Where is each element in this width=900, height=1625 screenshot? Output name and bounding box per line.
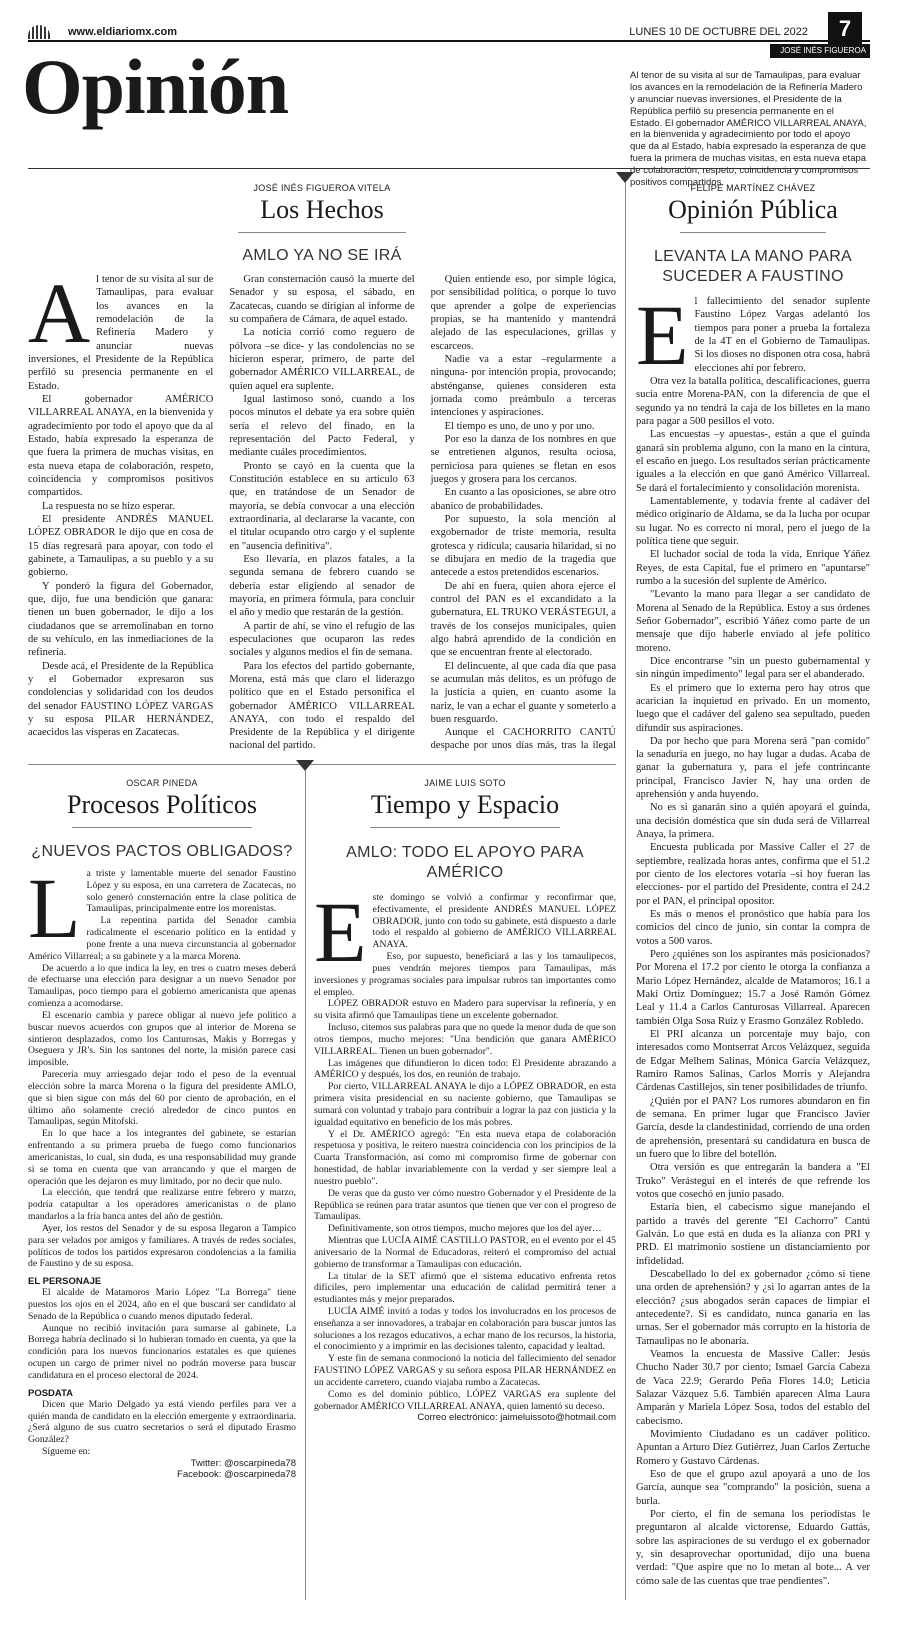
publica-paragraph: Por cierto, el fin de semana los periodistas le preguntaron al alcalde victorense, Eduardo Gattás, sobre las aspiraciones de su verdugo el ex gobernador y, sin desaprovechar oportunidad, dijo una buena verdad: "Que aspire que no lo metan al bote... A ver cómo sale de las cuentas que trae pendientes". xyxy=(636,1508,870,1587)
procesos-paragraph: De acuerdo a lo que indica la ley, en tres o cuatro meses deberá de efectuarse una elección para designar a un nuevo Senador por Tamaulipas, poco tiempo para el gobierno americanista que apenas comienza a acomodarse. xyxy=(28,962,296,1010)
header-intro: Al tenor de su visita al sur de Tamaulipas, para evaluar los avances en la remodelación de la Refinería Madero y anunciar nuevas inversiones, el Presidente de la República perfiló su presencia permanente en el Estado. El gobernador AMÉRICO VILLARREAL ANAYA, en la bienvenida y agradecimiento por todo el apoyo que da al Estado, había expresado la esperanza de que fuera la primera de muchas visitas, en esta nueva etapa de colaboración, respeto, coincidencia y compromisos positivos compartidos. xyxy=(630,70,867,188)
hechos-paragraph: El tiempo es uno, de uno y por uno. xyxy=(444,420,595,432)
tiempo-title-rule xyxy=(370,827,560,828)
publica-paragraph: Pero ¿quiénes son los aspirantes más posicionados? Por Morena el 17.2 por ciento le otorga la confianza a Mario López Hernández, alcalde de Matamoros; 16.1 a Maki Ortiz Domínguez; 15.7 a José Ramón Gómez Leal y 11.4 a Carlos Canturosas Villarreal. Aparecen también Olga Sosa Ruiz y Erasmo González Robledo. xyxy=(636,949,870,1027)
hechos-paragraph: Desde acá, el Presidente de la República y el Gobernador expresaron sus condolencias y solidaridad con los deudos del senador FAUSTINO LÓPEZ VARGAS y su esposa PILAR HERNÁNDEZ, acaecidos las vísperas en Zacatecas. xyxy=(28,660,214,739)
hechos-paragraph: El gobernador AMÉRICO VILLARREAL ANAYA, en la bienvenida y agradecimiento por todo el apoyo que da al Estado, había expresado la esperanza de que fuera la primera de muchas visitas, en esta nueva etapa de colaboración, respeto, coincidencia y compromisos positivos compartidos. xyxy=(28,393,214,499)
publica-paragraph: El PRI alcanza un porcentaje muy bajo, con interesados como Montserrat Arcos Velázquez, seguida de Edgar Melhem Salinas, Mónica García Velázquez, Ramiro Ramos Salinas, Carlos Morris y Alejandra Cárdenas Castillejos, sin tener posibilidades de triunfo. xyxy=(636,1029,870,1094)
tiempo-paragraph: Como es del dominio público, LÓPEZ VARGAS era suplente del gobernador AMÉRICO VILLARREAL ANAYA, quien lamentó su deceso. xyxy=(314,1388,616,1412)
tiempo-paragraph: Incluso, citemos sus palabras para que no quede la menor duda de que son otros tiempos, mucho mejores: "Una bendición que ganara AMÉRICO VILLARREAL. Tienen un buen gobernador". xyxy=(314,1022,616,1057)
posdata-label: POSDATA xyxy=(28,1387,74,1399)
tiempo-paragraph: Y el Dr. AMÉRICO agregó: "En esta nueva etapa de colaboración respetuosa y positiva, le reitero nuestra coincidencia con los principios de la Cuarta Transformación, así como mi compromiso firme de gobernar con honestidad, de hablar invariablemente con la verdad y ser siempre leal a nuestro pueblo". xyxy=(314,1128,616,1187)
posdata-paragraph: Dicen que Mario Delgado ya está viendo perfiles para ver a quién manda de candidato en la elección emergente y extraordinaria. ¿Será alguno de sus cuatro secretarios o será el diputado Erasmo González? xyxy=(28,1398,296,1446)
hechos-paragraph: Eso llevaría, en plazos fatales, a la segunda semana de febrero cuando se debería estar eligiendo al senador de mayoría, en primera fórmula, para concluir el año y medio que restarán de la gestión. xyxy=(229,553,415,619)
hechos-paragraph: Por supuesto, la sola mención al exgobernador de triste memoria, resulta grotesca y ridícula; causaría hilaridad, si no se dibujara en medio de la tragedia que antecede a estos pretendidos escenarios. xyxy=(430,513,616,579)
tiempo-paragraph: De veras que da gusto ver cómo nuestro Gobernador y el Presidente de la República se reúnen para tratar asuntos que tienen que ver con el progreso de Tamaulipas. xyxy=(314,1187,616,1223)
publica-paragraph: Encuesta publicada por Massive Caller el 27 de septiembre, realizada horas antes, confirma que el 51.2 por ciento de los electores votaría –si hoy fueran las elecciones- por el partido del Presidente, contra el 24.2 por el PAN, el principal opositor. xyxy=(636,842,870,907)
right-column-divider xyxy=(625,175,626,1600)
publica-paragraph: Descabellado lo del ex gobernador ¿cómo si tiene una orden de aprehensión? y ¿si lo agarran antes de la elección? ¿sus abogados serán capaces de limpiar el antecedente?. Si es candidato, nunca ganaría en las urnas. Ser el gobernador más corrupto en la historia de Tamaulipas no le abonaría. xyxy=(636,1268,870,1347)
tiempo-article-body xyxy=(314,892,616,1598)
hechos-drop-cap: A xyxy=(28,273,91,361)
tiempo-paragraph: Mientras que LUCÍA AIMÉ CASTILLO PASTOR, en el evento por el 45 aniversario de la Normal de Educadoras, reiteró el compromiso del actual gobierno de transformar a Tamaulipas con educación. xyxy=(314,1235,616,1270)
publica-paragraph: Las encuestas –y apuestas-, están a que el guinda ganará sin problema alguno, con la mano en la cintura, el escaño en juego. Los resultados serían prácticamente iguales a la elección en que ganó Américo Villarreal. Se dará el fortalecimiento y consolidación morenista. xyxy=(636,429,870,494)
issue-date: LUNES 10 DE OCTUBRE DEL 2022 xyxy=(629,26,808,38)
hechos-paragraph: Por eso la danza de los nombres en que se entretienen algunos, resulta ociosa, perniciosa para quienes se fletan en esos juegos y grosera para los cercanos. xyxy=(430,433,616,485)
publica-paragraph: Dice encontrarse "sin un puesto gubernamental y sin ningún impedimento" legal para ser el abanderado. xyxy=(636,655,870,681)
publica-title: Opinión Pública xyxy=(668,195,838,224)
publica-paragraph: Lamentablemente, y todavía frente al cadáver del médico originario de Aldama, se da la lucha por ocupar su lugar. No es correcto ni moral, pero el juego de la política tiene que seguir. xyxy=(636,495,870,547)
hechos-title: Los Hechos xyxy=(260,195,384,224)
procesos-subtitle: ¿NUEVOS PACTOS OBLIGADOS? xyxy=(31,843,293,860)
posdata-paragraph: Sígueme en: xyxy=(42,1446,91,1458)
publica-paragraph: ¿Quién por el PAN? Los rumores abundaron en fin de semana. En primer lugar que Francisco Javier García, desde la clandestinidad, corriendo de una orden de aprehensión, presentará su candidatura en busca de un fuero que lo libre del botellón. xyxy=(636,1095,870,1160)
publica-lead-paragraph xyxy=(636,295,870,383)
publica-paragraph: Otra versión es que entregarán la bandera a "El Truko" Verástegui en el interés de que refrende los votos que cosechó en junio pasado. xyxy=(636,1162,870,1200)
section-title: Opinión xyxy=(22,43,289,130)
publica-title-rule xyxy=(680,232,826,233)
middle-column-divider xyxy=(305,770,306,1600)
publica-paragraph: Movimiento Ciudadano es un cadáver político. Apuntan a Arturo Díez Gutiérrez, Juan Carlos Zertuche Romero y Gustavo Cárdenas. xyxy=(636,1428,870,1467)
facebook-handle[interactable]: Facebook: @oscarpineda78 xyxy=(177,1468,296,1480)
twitter-handle[interactable]: Twitter: @oscarpineda78 xyxy=(190,1457,296,1469)
hechos-paragraph: El presidente ANDRÉS MANUEL LÓPEZ OBRADOR le dijo que en cosa de 15 días regresará para apoyar, con todo el gabinete, a Tamaulipas, a su pueblo y a su gobierno. xyxy=(28,513,214,579)
mid-divider xyxy=(28,764,616,765)
site-url[interactable]: www.eldiariomx.com xyxy=(68,26,178,38)
divider-arrow-icon xyxy=(616,172,634,183)
hechos-paragraph: Igual lastimoso sonó, cuando a los pocos minutos el debate ya era sobre quién sería el relevo del finado, en la representación del Pacto Federal, y mediante cuáles procedimientos. xyxy=(229,393,415,459)
tiempo-title: Tiempo y Espacio xyxy=(370,790,560,819)
publica-paragraph: Eso de que el grupo azul apoyará a uno de los García, aunque sea "comprando" la posición, suena a burla. xyxy=(636,1468,870,1507)
hechos-lead-paragraph xyxy=(28,273,213,393)
publica-article-body xyxy=(636,295,870,1605)
hechos-author: JOSÉ INÉS FIGUEROA VITELA xyxy=(253,183,391,193)
procesos-paragraph: La elección, que tendrá que realizarse entre febrero y marzo, podría catapultar a los operadores americanistas o de plano mandarlos a la fría banca antes del año de gestión. xyxy=(28,1187,296,1223)
publica-paragraph: Estaría bien, el cabecismo sigue manejando el partido a través del gerente "El Cachorro" Cantú Galván. Lo que está en duda es la alianza con PRI y PRD. El matrimonio sostiene un distanciamiento por infidelidad. xyxy=(636,1202,870,1267)
personaje-paragraph: Aunque no recibió invitación para sumarse al gabinete, La Borrega habría declinado si lo hubieran tomado en cuenta, ya que la condición para los nuevos funcionarios estatales es que quienes ocupen un cargo de primer nivel no podrán moverse para buscar candidatura en el proceso electoral de 2024. xyxy=(28,1322,296,1381)
procesos-paragraph: Parecería muy arriesgado dejar todo el peso de la eventual elección sobre la marca Morena o la figura del presidente AMLO, que si bien sigue con más del 60 por ciento de aprobación, en el último año solamente creció alrededor de cinco puntos en Tamaulipas, según Mitofski. xyxy=(28,1069,296,1128)
procesos-title-rule xyxy=(72,827,252,828)
tiempo-paragraph: Eso, por supuesto, beneficiará a las y los tamaulipecos, pues vendrán mejores tiempos para Tamaulipas, más inversiones y programas sociales para impulsar rubros tan importantes como el empleo. xyxy=(314,951,616,998)
tiempo-lead-text: ste domingo se volvió a confirmar y reconfirmar que, efectivamente, el presidente ANDRÉS MANUEL LÓPEZ OBRADOR, junto con todo su gabinete, está dispuesto a darle todo el respaldo al gobierno de AMÉRICO VILLARREAL ANAYA. xyxy=(372,892,616,951)
hechos-paragraph: De ahí en fuera, quien ahora ejerce el control del PAN es el excandidato a la gubernatura, EL TRUKO VERÁSTEGUI, a través de los consejos municipales, quien algo habrá aprendido de la condición en que se encuentran frente al electorado. xyxy=(430,580,616,659)
hechos-paragraph: Nadie va a estar –regularmente a ninguna- por intención propia, provocando; absténganse, quienes consideren esta jornada como preámbulo a terceras intenciones y aspiraciones. xyxy=(430,353,616,419)
hechos-title-rule xyxy=(238,232,406,233)
hechos-lead-text: l tenor de su visita al sur de Tamaulipas, para evaluar los avances en la remodelación de la Refinería Madero y anunciar nuevas inversiones, el Presidente de la República perfiló su presencia permanente en el Estado. xyxy=(28,274,214,392)
publica-paragraph: "Levanto la mano para llegar a ser candidato de Morena al Senado de la República. Estoy a sus órdenes Señor Gobernador", escribió Yáñez como parte de un mensaje que dijo haberle enviado al jefe político moreno. xyxy=(636,589,870,654)
publica-subtitle: LEVANTA LA MANO PARA SUCEDER A FAUSTINO xyxy=(653,248,853,285)
hechos-paragraph: La noticia corrió como reguero de pólvora –se dice- y las condolencias no se hicieron esperar, primero, de parte del gobernador AMÉRICO VILLARREAL, de quien aquel era suplente. xyxy=(229,327,415,392)
procesos-paragraph: La repentina partida del Senador cambia radicalmente el escenario político en la entidad y pone frente a una nueva circunstancia al gobernador Américo Villarreal; a su gabinete y a la marca Morena. xyxy=(28,915,296,962)
page-number: 7 xyxy=(828,12,862,46)
publica-lead-text: l fallecimiento del senador suplente Faustino López Vargas adelantó los tiempos para poner a prueba la fortaleza de la 4T en el Gobierno de Tamaulipas. Si los dioses no disponen otra cosa, habrá elecciones ahí por febrero. xyxy=(694,296,870,374)
tiempo-author: JAIME LUIS SOTO xyxy=(424,778,506,788)
personaje-label: EL PERSONAJE xyxy=(28,1276,102,1288)
header-byline: JOSÉ INÉS FIGUEROA VITELA xyxy=(770,44,870,58)
hechos-paragraph: Gran consternación causó la muerte del Senador y su esposa, el sábado, en Zacatecas, cuando se dirigían al informe de su compañera de Cámara, de aquel estado. xyxy=(229,274,415,325)
tiempo-drop-cap: E xyxy=(314,892,367,980)
hechos-paragraph: Y ponderó la figura del Gobernador, que, dijo, fue una bendición que ganara: tienen un buen gobernador, le dijo a los ciudadanos que se arremolinaban en torno de su vehículo, en las inmediaciones de la refinería. xyxy=(28,580,214,659)
newspaper-logo-icon xyxy=(28,25,50,39)
hechos-paragraph: Quien entiende eso, por simple lógica, por sensibilidad política, o porque lo tuvo que aprender a golpe de experiencias propias, se ha mantenido y mantendrá alejado de las especulaciones, grillas y escarceos. xyxy=(430,274,616,352)
publica-paragraph: Es más o menos el pronóstico que había para los comicios del cinco de junio, sin contar la compra de votos a 500 varos. xyxy=(636,909,870,947)
procesos-article-body xyxy=(28,868,296,1598)
hechos-article-body xyxy=(28,273,616,757)
procesos-title: Procesos Políticos xyxy=(67,790,257,819)
hechos-paragraph: A partir de ahí, se vino el refugio de las especulaciones que ocuparon las redes sociales y algunos medios el fin de semana. xyxy=(229,620,415,659)
procesos-lead-text: a triste y lamentable muerte del senador Faustino López y su esposa, en una carretera de Zacatecas, no solo generó consternación entre la clase política de Tamaulipas, principalmente entre los morenistas. xyxy=(86,868,296,915)
hechos-paragraph: El delincuente, al que cada día que pasa se acumulan más delitos, es un prófugo de la justicia a quien, en cuanto asome la nariz, le van a echar el guante y someterlo a buen resguardo. xyxy=(430,660,616,725)
hechos-paragraph: En cuanto a las oposiciones, se abre otro abanico de probabilidades. xyxy=(430,487,616,512)
publica-paragraph: Es el primero que lo externa pero hay otros que acarician la inquietud en privado. En un momento, luego que el cadáver del galeno sea sepultado, pueden difundir sus aspiraciones. xyxy=(636,682,870,734)
hechos-paragraph: Pronto se cayó en la cuenta que la Constitución establece en su artículo 63 que, en tratándose de un Senador de mayoría, se debía convocar a una elección extraordinaria, al declararse la vacante, con el titular ocupando otro cargo y el suplente en "ausencia definitiva". xyxy=(229,460,415,552)
tiempo-subtitle: AMLO: TODO EL APOYO PARA AMÉRICO xyxy=(346,844,584,881)
tiempo-paragraph: La titular de la SET afirmó que el sistema educativo enfrenta retos difíciles, pero implementar una educación de calidad permitirá tener a estudiantes más y mejor preparados. xyxy=(314,1270,616,1306)
publica-paragraph: Otra vez la batalla política, descalificaciones, guerra sucia entre Morena-PAN, con la diferencia de que el segundo ya no tendrá la caja de los billetes en la mano para pagar a 500 pesillos el voto. xyxy=(636,375,870,427)
tiempo-paragraph: Definitivamente, son otros tiempos, mucho mejores que los del ayer… xyxy=(328,1223,602,1235)
tiempo-paragraph: Por cierto, VILLARREAL ANAYA le dijo a LÓPEZ OBRADOR, en esta primera visita presidencial en su naciente gobierno, que Tamaulipas se sumará con voluntad y trabajo para contribuir a lograr la paz con justicia y la igualdad equitativo en beneficio de los más pobres. xyxy=(314,1081,616,1128)
hechos-paragraph: Aunque el CACHORRITO CANTÚ despache por unos días más, tras la ilegal xyxy=(430,727,616,752)
email-address[interactable]: Correo electrónico: jaimeluissoto@hotmail.com xyxy=(417,1412,616,1424)
publica-paragraph: El luchador social de toda la vida, Enrique Yáñez Reyes, de esta Capital, fue el primero en "apuntarse" rumbo a la sucesión del suplente de Américo. xyxy=(636,549,870,587)
publica-paragraph: Da por hecho que para Morena será "pan comido" la senaduría en juego, no hay lugar a dudas. Acaba de ganar la gubernatura y, para el jefe contrincante principal, Francisco Javier N, hay una orden de aprehensión y anda huyendo. xyxy=(636,735,870,801)
procesos-paragraph: El escenario cambia y parece obligar al nuevo jefe político a buscar nuevos acuerdos con grupos que al interior de Morena se sintieron desplazados, como los Canturosas, Makis y Borregas y Oseguera y JR's. Sin los santones del norte, la misión parece casi imposible. xyxy=(28,1009,296,1069)
procesos-author: OSCAR PINEDA xyxy=(126,778,198,788)
personaje-paragraph: El alcalde de Matamoros Mario López "La Borrega" tiene puestos los ojos en el 2024, año en el que buscará ser candidato al Senado de la República o cuando menos diputado federal. xyxy=(28,1287,296,1322)
tiempo-paragraph: LUCÍA AIMÉ invitó a todas y todos los involucrados en los procesos de enseñanza a ser innovadores, a trabajar en colaboración para buscar juntos las soluciones a los rezagos educativos, a echar mano de los recursos, la historia, el conocimiento y a imprimir en las decisiones talento, capacidad y lealtad. xyxy=(314,1305,616,1353)
tiempo-paragraph: LÓPEZ OBRADOR estuvo en Madero para supervisar la refinería, y en su visita afirmó que Tamaulipas tiene un excelente gobernador. xyxy=(314,998,616,1022)
procesos-drop-cap: L xyxy=(28,868,81,956)
publica-drop-cap: E xyxy=(636,295,689,383)
hechos-paragraph: La respuesta no se hizo esperar. xyxy=(42,500,175,512)
tiempo-paragraph: Las imágenes que difundieron lo dicen todo: El Presidente abrazando a AMÉRICO y después, los dos, en reunión de trabajo. xyxy=(314,1057,616,1081)
hechos-paragraph: Para los efectos del partido gobernante, Morena, está más que claro el liderazgo político que en el Estado personifica el gobernador AMÉRICO VILLARREAL ANAYA, con todo el respaldo del Presidente de la República y el dirigente nacional del partido. xyxy=(229,660,415,752)
tiempo-paragraph: Y este fin de semana conmocionó la noticia del fallecimiento del senador FAUSTINO LÓPEZ VARGAS y su señora esposa PILAR HERNÁNDEZ en un accidente carretero, cuando viajaba rumbo a Zacatecas. xyxy=(314,1353,616,1388)
publica-paragraph: No es si ganarán sino a quién apoyará el guinda, una decisión doméstica que sin duda será de Villarreal Anaya, la primera. xyxy=(636,802,870,841)
header-divider xyxy=(28,168,870,169)
publica-paragraph: Veamos la encuesta de Massive Caller: Jesús Chucho Nader 30.7 por ciento; Ismael García Cabeza de Vaca 22.9; Gerardo Peña Flores 14.0; Leticia Salazar Vázquez 5.6. También aparecen Alma Laura Amparán y Mariela López Sosa, todos del establo del cabecismo. xyxy=(636,1348,870,1427)
hechos-subtitle: AMLO YA NO SE IRÁ xyxy=(242,247,402,264)
publica-author: FELIPE MARTÍNEZ CHÁVEZ xyxy=(690,183,816,193)
procesos-paragraph: Ayer, los restos del Senador y de su esposa llegaron a Tampico para ser velados por amigos y familiares. A través de redes sociales, políticos de todos los partidos expresaron condolencias a la familia de Faustino y de su esposa. xyxy=(28,1222,296,1270)
procesos-paragraph: En lo que hace a los integrantes del gabinete, se estarían enfrentando a su primera prueba de fuego como funcionarios americanistas, lo cual, sin duda, es una responsabilidad muy grande si se toma en cuenta que van arrancando y que el margen de operación que les dejaron es muy limitado, por no decir que nulo. xyxy=(28,1128,296,1187)
